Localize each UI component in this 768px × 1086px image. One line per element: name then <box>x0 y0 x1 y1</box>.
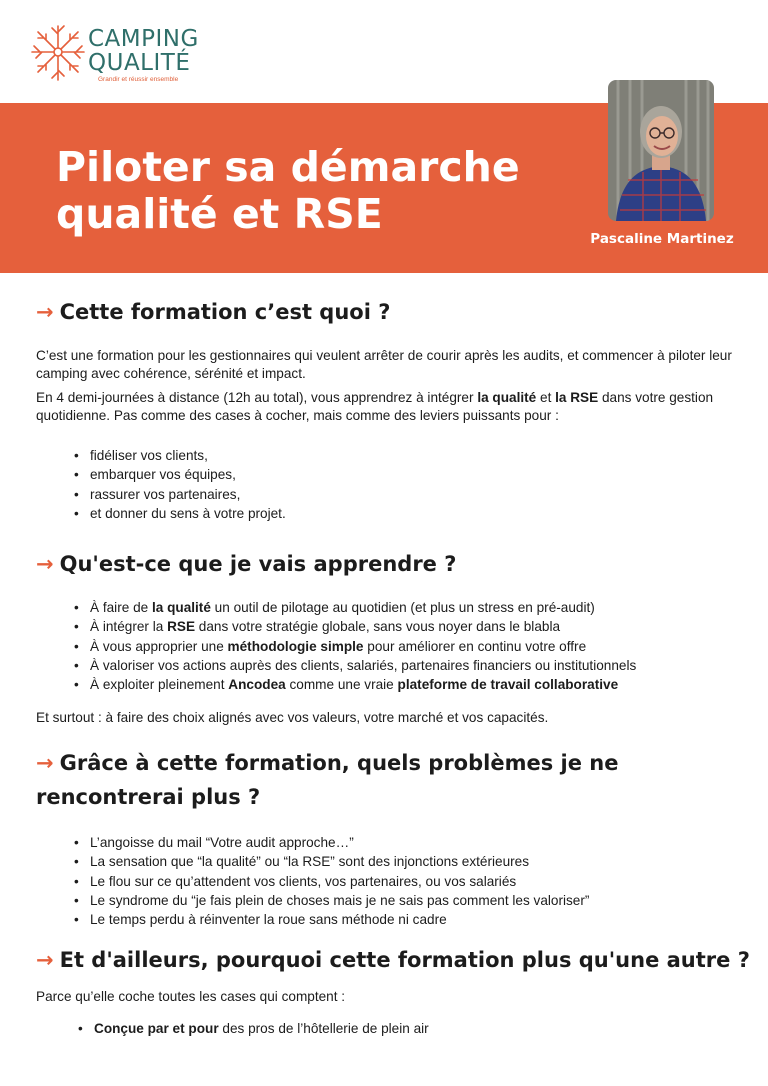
section-heading-learn: → Qu'est-ce que je vais apprendre ? <box>36 552 457 576</box>
arrow-right-icon: → <box>36 552 54 576</box>
list-item: • La sensation que “la qualité” ou “la RSE” sont des injonctions extérieures <box>72 852 752 871</box>
benefits-list <box>72 446 286 523</box>
list-item: • fidéliser vos clients, <box>72 446 286 465</box>
paragraph-surtout: Et surtout : à faire des choix alignés avec vos valeurs, votre marché et vos capacités. <box>36 710 549 725</box>
learning-list <box>72 598 752 694</box>
tree-sun-icon <box>26 18 90 86</box>
list-item: • Le temps perdu à réinventer la roue sans méthode ni cadre <box>72 910 752 929</box>
logo-word-qualite: QUALITÉ <box>88 50 191 76</box>
list-item: • embarquer vos équipes, <box>72 465 286 484</box>
section-heading-what: → Cette formation c’est quoi ? <box>36 300 391 324</box>
arrow-right-icon: → <box>36 751 54 775</box>
problems-list <box>72 833 752 929</box>
list-item: • et donner du sens à votre projet. <box>72 504 286 523</box>
list-item: • Le flou sur ce qu’attendent vos clients, vos partenaires, ou vos salariés <box>72 872 752 891</box>
list-item: • À faire de la qualité un outil de pilotage au quotidien (et plus un stress en pré-audit) <box>72 598 752 617</box>
why-list <box>76 1019 736 1038</box>
list-item: • À valoriser vos actions auprès des clients, salariés, partenaires financiers ou institutionnels <box>72 656 752 675</box>
paragraph-intro: C’est une formation pour les gestionnaires qui veulent arrêter de courir après les audits, et commencer à piloter leur camping avec cohérence, sérénité et impact. <box>36 348 732 381</box>
paragraph-format: En 4 demi-journées à distance (12h au total), vous apprendrez à intégrer la qualité et la RSE dans votre gestion quotidienne. Pas comme des cases à cocher, mais comme des leviers puissants pour : <box>36 390 714 423</box>
trainer-name: Pascaline Martinez <box>590 231 734 247</box>
section-heading-why: → Et d'ailleurs, pourquoi cette formation plus qu'une autre ? <box>36 948 750 972</box>
list-item: • À vous approprier une méthodologie simple pour améliorer en continu votre offre <box>72 637 752 656</box>
arrow-right-icon: → <box>36 948 54 972</box>
page-title <box>56 144 576 238</box>
list-item: • À intégrer la RSE dans votre stratégie globale, sans vous noyer dans le blabla <box>72 617 752 636</box>
list-item: • Le syndrome du “je fais plein de choses mais je ne sais pas comment les valoriser” <box>72 891 752 910</box>
logo-word-camping: CAMPING <box>88 26 199 52</box>
list-item: • L’angoisse du mail “Votre audit approche…” <box>72 833 752 852</box>
trainer-photo <box>608 80 714 221</box>
paragraph-why-intro: Parce qu’elle coche toutes les cases qui comptent : <box>36 989 346 1004</box>
section-heading-problems: → Grâce à cette formation, quels problèmes je ne rencontrerai plus ? <box>36 751 619 809</box>
logo-tagline: Grandir et réussir ensemble <box>98 76 179 83</box>
camping-qualite-logo <box>26 18 226 90</box>
list-item: • rassurer vos partenaires, <box>72 485 286 504</box>
title-line-1: Piloter sa démarche <box>56 143 520 191</box>
arrow-right-icon: → <box>36 300 54 324</box>
list-item: • Conçue par et pour des pros de l’hôtellerie de plein air <box>76 1019 736 1038</box>
title-line-2: qualité et RSE <box>56 190 383 238</box>
list-item: • À exploiter pleinement Ancodea comme une vraie plateforme de travail collaborative <box>72 675 752 694</box>
